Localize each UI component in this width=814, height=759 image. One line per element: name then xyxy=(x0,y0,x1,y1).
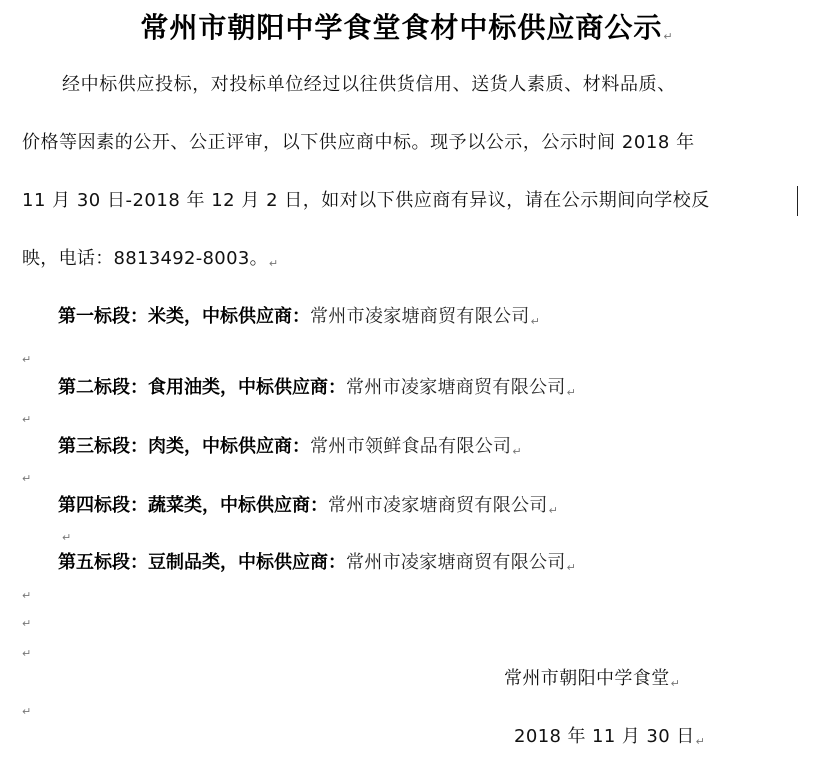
paragraph-mark-icon: ↵ xyxy=(22,705,32,718)
lot-label: 第三标段：肉类，中标供应商： xyxy=(58,436,310,457)
lot-supplier: 常州市凌家塘商贸有限公司 xyxy=(328,495,548,516)
signature-date xyxy=(514,724,705,755)
text-cursor xyxy=(797,186,798,216)
lot-supplier: 常州市凌家塘商贸有限公司 xyxy=(310,306,530,327)
intro-line-4-text: 映，电话：8813492-8003。 xyxy=(22,248,268,269)
paragraph-mark-icon: ↵ xyxy=(695,735,706,748)
document-title xyxy=(0,8,814,57)
paragraph-mark-icon: ↵ xyxy=(512,445,522,458)
signature-organization-text: 常州市朝阳中学食堂 xyxy=(504,668,670,689)
paragraph-mark-icon: ↵ xyxy=(663,30,674,43)
intro-line-2: 价格等因素的公开、公正评审，以下供应商中标。现予以公示，公示时间 2018 年 xyxy=(22,132,695,153)
paragraph-mark-icon: ↵ xyxy=(22,353,32,366)
paragraph-mark-icon: ↵ xyxy=(530,315,540,328)
paragraph-mark-icon: ↵ xyxy=(22,647,32,660)
title-text: 常州市朝阳中学食堂食材中标供应商公示 xyxy=(140,11,663,44)
paragraph-mark-icon: ↵ xyxy=(548,504,558,517)
lot-item xyxy=(58,304,540,335)
lot-label: 第一标段：米类，中标供应商： xyxy=(58,306,310,327)
paragraph-mark-icon: ↵ xyxy=(22,413,32,426)
paragraph-mark-icon: ↵ xyxy=(670,677,681,690)
paragraph-mark-icon: ↵ xyxy=(62,531,72,544)
intro-line-3: 11 月 30 日-2018 年 12 月 2 日，如对以下供应商有异议，请在公示期间向学校反 xyxy=(22,190,710,211)
intro-line-1: 经中标供应投标，对投标单位经过以往供货信用、送货人素质、材料品质、 xyxy=(62,74,676,95)
paragraph-mark-icon: ↵ xyxy=(22,589,32,602)
paragraph-mark-icon: ↵ xyxy=(22,617,32,630)
lot-label: 第二标段：食用油类，中标供应商： xyxy=(58,377,346,398)
lot-supplier: 常州市领鲜食品有限公司 xyxy=(310,436,512,457)
lot-supplier: 常州市凌家塘商贸有限公司 xyxy=(346,552,566,573)
paragraph-mark-icon: ↵ xyxy=(566,561,576,574)
paragraph-mark-icon: ↵ xyxy=(268,257,279,270)
paragraph-mark-icon: ↵ xyxy=(22,472,32,485)
intro-line-4 xyxy=(22,246,278,277)
lot-label: 第五标段：豆制品类，中标供应商： xyxy=(58,552,346,573)
signature-organization xyxy=(504,666,680,697)
paragraph-mark-icon: ↵ xyxy=(566,386,576,399)
lot-item xyxy=(58,375,576,406)
lot-label: 第四标段：蔬菜类，中标供应商： xyxy=(58,495,328,516)
lot-supplier: 常州市凌家塘商贸有限公司 xyxy=(346,377,566,398)
signature-date-text: 2018 年 11 月 30 日 xyxy=(514,726,695,747)
lot-item xyxy=(58,434,522,465)
lot-item xyxy=(58,493,558,524)
lot-item xyxy=(58,550,576,581)
